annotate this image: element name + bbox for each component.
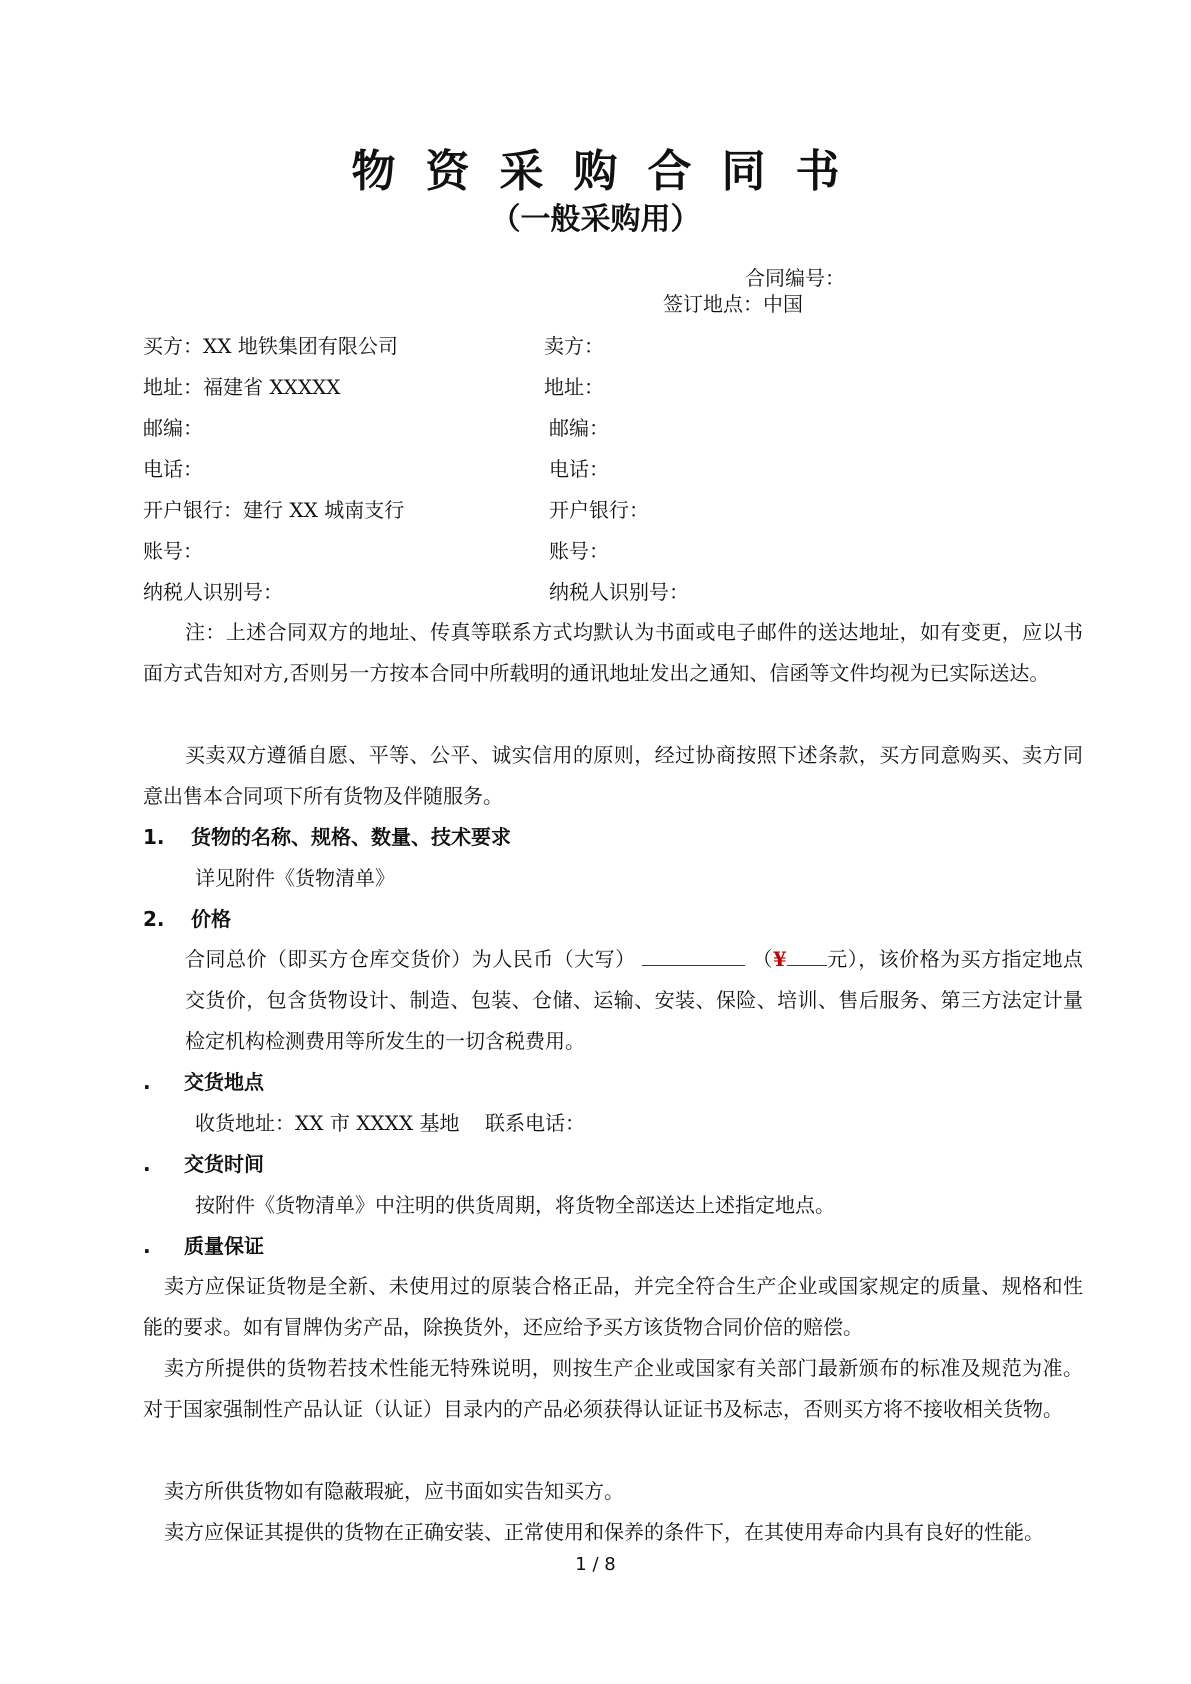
section-number: . xyxy=(143,1234,151,1258)
buyer-tax-id: 纳税人识别号： xyxy=(143,580,283,604)
section-number: 2. xyxy=(143,907,165,931)
quality-paragraph: 卖方应保证其提供的货物在正确安装、正常使用和保养的条件下，在其使用寿命内具有良好的性能。 xyxy=(164,1520,1044,1544)
seller-phone: 电话： xyxy=(549,457,609,481)
buyer-name: 买方：XX 地铁集团有限公司 xyxy=(143,334,398,358)
party-row xyxy=(143,414,1083,442)
price-paragraph xyxy=(185,939,1083,1062)
party-row xyxy=(143,332,1083,360)
goods-body: 详见附件《货物清单》 xyxy=(195,866,395,890)
quality-paragraph: 卖方应保证货物是全新、未使用过的原装合格正品，并完全符合生产企业或国家规定的质量、规格和性能的要求。如有冒牌伪劣产品，除换货外，还应给予买方该货物合同价倍的赔偿。 xyxy=(143,1274,1083,1339)
seller-account: 账号： xyxy=(549,539,609,563)
buyer-address: 地址：福建省 XXXXX xyxy=(143,375,341,399)
buyer-postcode: 邮编： xyxy=(143,416,203,440)
party-row xyxy=(143,373,1083,401)
address-note: 注：上述合同双方的地址、传真等联系方式均默认为书面或电子邮件的送达地址，如有变更，应以书面方式告知对方,否则另一方按本合同中所载明的通讯地址发出之通知、信函等文件均视为已实际送达。 xyxy=(143,620,1083,685)
party-row xyxy=(143,578,1083,606)
section-heading-price xyxy=(143,905,231,933)
page-number: 1 / 8 xyxy=(575,1554,616,1575)
price-text-pre: 合同总价（即买方仓库交货价）为人民币（大写） xyxy=(185,947,636,971)
section-title: 价格 xyxy=(191,907,231,931)
section-heading-goods xyxy=(143,823,511,851)
section-title: 质量保证 xyxy=(184,1234,264,1258)
section-title: 交货地点 xyxy=(184,1070,264,1094)
seller-name: 卖方： xyxy=(544,334,604,358)
buyer-bank: 开户银行：建行 XX 城南支行 xyxy=(143,498,405,522)
page-subtitle: （一般采购用） xyxy=(490,202,701,237)
seller-bank: 开户银行： xyxy=(549,498,649,522)
delivery-time-body: 按附件《货物清单》中注明的供货周期，将货物全部送达上述指定地点。 xyxy=(195,1193,835,1217)
seller-tax-id: 纳税人识别号： xyxy=(549,580,689,604)
section-heading-delivery-time xyxy=(143,1150,264,1178)
seller-address: 地址： xyxy=(544,375,604,399)
yen-symbol: ¥ xyxy=(772,947,787,971)
party-row xyxy=(143,537,1083,565)
delivery-contact-phone: 联系电话： xyxy=(485,1111,585,1135)
contract-number-label: 合同编号： xyxy=(745,266,845,290)
seller-postcode: 邮编： xyxy=(549,416,609,440)
section-title: 货物的名称、规格、数量、技术要求 xyxy=(191,825,511,849)
price-unit: 元） xyxy=(826,947,859,971)
amount-words-blank[interactable] xyxy=(642,945,745,966)
quality-paragraph: 卖方所供货物如有隐蔽瑕疵，应书面如实告知买方。 xyxy=(164,1479,624,1503)
section-heading-delivery-place xyxy=(143,1068,264,1096)
party-row xyxy=(143,455,1083,483)
quality-paragraph: 卖方所提供的货物若技术性能无特殊说明，则按生产企业或国家有关部门最新颁布的标准及规范为准。对于国家强制性产品认证（认证）目录内的产品必须获得认证证书及标志，否则买方将不接收相关货物。 xyxy=(143,1356,1083,1421)
section-title: 交货时间 xyxy=(184,1152,264,1176)
buyer-account: 账号： xyxy=(143,539,203,563)
amount-number-blank[interactable] xyxy=(787,945,827,966)
party-row xyxy=(143,496,1083,524)
section-number: 1. xyxy=(143,825,165,849)
delivery-address: 收货地址：XX 市 XXXX 基地 xyxy=(195,1111,460,1135)
page-title: 物资采购合同书 xyxy=(351,146,870,197)
section-heading-quality xyxy=(143,1232,264,1260)
buyer-phone: 电话： xyxy=(143,457,203,481)
section-number: . xyxy=(143,1070,151,1094)
sign-place: 签订地点：中国 xyxy=(663,292,803,316)
paren-open: （ xyxy=(752,947,773,971)
section-number: . xyxy=(143,1152,151,1176)
price-text-post: ，该价格为买方指定地点交货价，包含货物设计、制造、包装、仓储、运输、安装、保险、培训、售后服务、第三方法定计量检定机构检测费用等所发生的一切含税费用。 xyxy=(185,947,1084,1053)
intro-paragraph: 买卖双方遵循自愿、平等、公平、诚实信用的原则，经过协商按照下述条款，买方同意购买、卖方同意出售本合同项下所有货物及伴随服务。 xyxy=(143,743,1083,808)
